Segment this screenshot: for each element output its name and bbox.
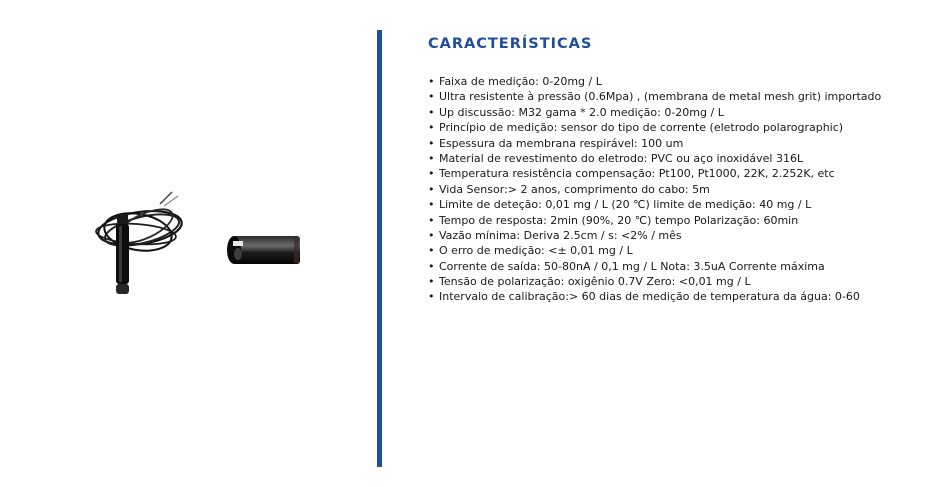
- spec-item: [428, 197, 928, 212]
- bullet-icon: •: [428, 290, 435, 304]
- spec-text: Faixa de medição: 0-20mg / L: [439, 75, 602, 88]
- probe-with-cable-image: [90, 188, 190, 298]
- spec-item: [428, 136, 928, 151]
- bullet-icon: •: [428, 213, 435, 227]
- bullet-icon: •: [428, 182, 435, 196]
- spec-text: Corrente de saída: 50-80nA / 0,1 mg / L Nota: 3.5uA Corrente máxima: [439, 259, 825, 273]
- bullet-icon: •: [428, 228, 435, 242]
- spec-item: [428, 259, 928, 274]
- spec-text: Intervalo de calibração:> 60 dias de medição de temperatura da água: 0-60: [439, 290, 860, 304]
- vertical-divider: [377, 30, 382, 467]
- spec-text: Tempo de resposta: 2min (90%, 20 ℃) tempo Polarização: 60min: [439, 213, 799, 227]
- features-section: [428, 34, 928, 305]
- spec-item: [428, 243, 928, 258]
- bullet-icon: •: [428, 105, 435, 119]
- spec-text: Tensão de polarização: oxigênio 0.7V Zero: <0,01 mg / L: [439, 275, 751, 289]
- spec-text: Up discussão: M32 gama * 2.0 medição: 0-20mg / L: [439, 105, 724, 119]
- spec-item: [428, 213, 928, 228]
- bullet-icon: •: [428, 136, 435, 150]
- bullet-icon: •: [428, 121, 435, 135]
- spec-text: Material de revestimento do eletrodo: PVC ou aço inoxidável 316L: [439, 151, 804, 165]
- spec-list: [428, 74, 928, 305]
- spec-item: [428, 166, 928, 181]
- spec-text: O erro de medição: <± 0,01 mg / L: [439, 244, 633, 258]
- section-title: CARACTERÍSTICAS: [428, 36, 593, 52]
- spec-text: Espessura da membrana respirável: 100 um: [439, 136, 684, 150]
- bullet-icon: •: [428, 259, 435, 273]
- probe-tip-closeup-image: [222, 232, 302, 268]
- spec-text: Vazão mínima: Deriva 2.5cm / s: <2% / mês: [439, 228, 682, 242]
- bullet-icon: •: [428, 151, 435, 165]
- bullet-icon: •: [428, 275, 435, 289]
- spec-text: Ultra resistente à pressão (0.6Mpa) , (membrana de metal mesh grit) importado: [439, 90, 882, 104]
- spec-item: [428, 274, 928, 289]
- spec-item: [428, 74, 928, 89]
- spec-item: [428, 289, 928, 304]
- bullet-icon: •: [428, 167, 435, 181]
- spec-item: [428, 182, 928, 197]
- spec-item: [428, 151, 928, 166]
- spec-text: Princípio de medição: sensor do tipo de corrente (eletrodo polarographic): [439, 121, 844, 135]
- bullet-icon: •: [428, 90, 435, 104]
- spec-item: [428, 105, 928, 120]
- spec-text: Temperatura resistência compensação: Pt100, Pt1000, 22K, 2.252K, etc: [439, 167, 835, 181]
- spec-text: Limite de deteção: 0,01 mg / L (20 ℃) limite de medição: 40 mg / L: [439, 198, 812, 212]
- bullet-icon: •: [428, 198, 435, 212]
- product-images: [0, 0, 378, 487]
- spec-text: Vida Sensor:> 2 anos, comprimento do cabo: 5m: [439, 182, 710, 196]
- spec-item: [428, 89, 928, 104]
- bullet-icon: •: [428, 75, 435, 88]
- bullet-icon: •: [428, 244, 435, 258]
- spec-item: [428, 120, 928, 135]
- spec-item: [428, 228, 928, 243]
